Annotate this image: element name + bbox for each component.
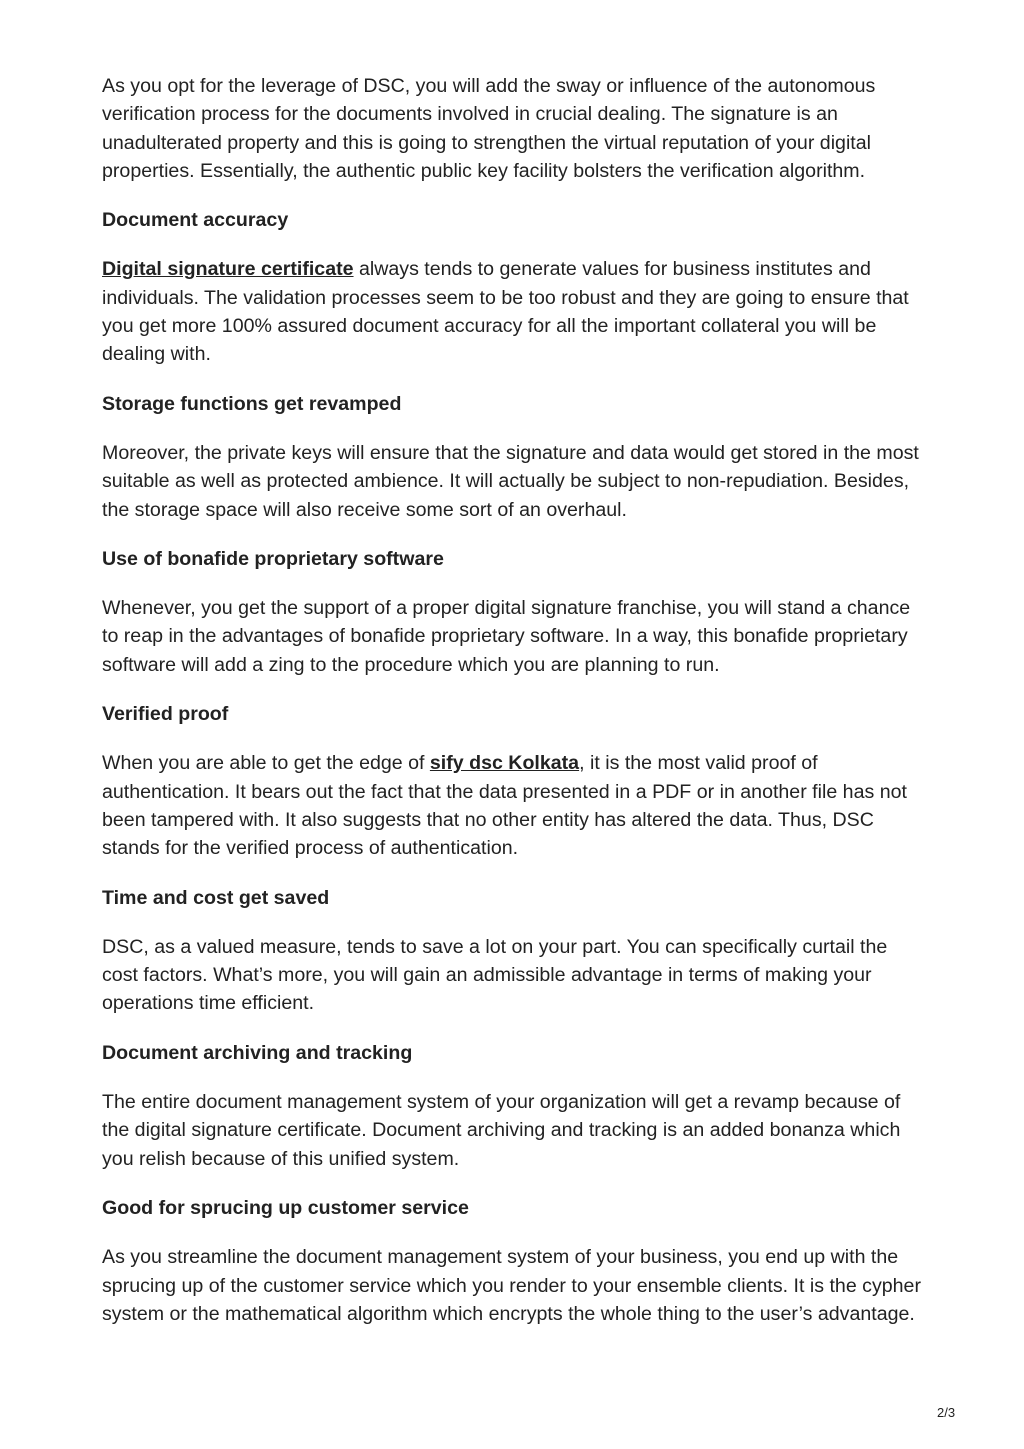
paragraph-document-accuracy — [102, 255, 924, 368]
page-number: 2/3 — [937, 1405, 956, 1420]
paragraph-customer-service: As you streamline the document management system of your business, you end up with the sprucing up of the customer service which you render to your ensemble clients. It is the cypher system or the mathematical algorithm which encrypts the whole thing to the user’s advantage. — [102, 1246, 921, 1325]
heading-customer-service: Good for sprucing up customer service — [102, 1196, 469, 1219]
heading-proprietary-software: Use of bonafide proprietary software — [102, 547, 444, 570]
heading-storage-functions: Storage functions get revamped — [102, 392, 402, 415]
paragraph-text: When you are able to get the edge of — [102, 752, 430, 775]
heading-verified-proof: Verified proof — [102, 703, 229, 726]
heading-document-accuracy: Document accuracy — [102, 209, 289, 232]
intro-paragraph: As you opt for the leverage of DSC, you will add the sway or influence of the autonomous verification process for the documents involved in crucial dealing. The signature is an unadulterated property and this is going to strengthen the virtual reputation of your digital properties. Essentially, the authentic public key facility bolsters the verification algorithm. — [102, 75, 876, 182]
heading-archiving-tracking: Document archiving and tracking — [102, 1041, 413, 1064]
sify-dsc-kolkata-link[interactable]: sify dsc Kolkata — [429, 752, 580, 775]
paragraph-storage-functions: Moreover, the private keys will ensure that the signature and data would get stored in the most suitable as well as protected ambience. It will actually be subject to non-repudiation. Besides, the storage space will also receive some sort of an overhaul. — [102, 441, 919, 521]
paragraph-archiving-tracking: The entire document management system of your organization will get a revamp because of the digital signature certificate. Document archiving and tracking is an added bonanza which you relish because of this unified system. — [102, 1091, 901, 1170]
heading-time-cost: Time and cost get saved — [102, 886, 330, 909]
paragraph-text: , it is the most valid proof of authentication. It bears out the fact that the data presented in a PDF or in another file has not been tampered with. It also suggests that no other entity has altered the data. Thus, DSC stands for the verified process of authentication. — [102, 752, 907, 860]
paragraph-time-cost: DSC, as a valued measure, tends to save a lot on your part. You can specifically curtail the cost factors. What’s more, you will gain an admissible advantage in terms of making your operations time efficient. — [102, 935, 888, 1015]
paragraph-verified-proof — [102, 749, 924, 862]
article-body — [102, 72, 924, 1349]
digital-signature-certificate-link[interactable]: Digital signature certificate — [102, 258, 354, 281]
paragraph-text: always tends to generate values for business institutes and individuals. The validation processes seem to be too robust and they are going to ensure that you get more 100% assured document accuracy for all the important collateral you will be dealing with. — [102, 258, 909, 366]
paragraph-proprietary-software: Whenever, you get the support of a proper digital signature franchise, you will stand a chance to reap in the advantages of bonafide proprietary software. In a way, this bonafide proprietary software will add a zing to the procedure which you are planning to run. — [102, 597, 911, 676]
